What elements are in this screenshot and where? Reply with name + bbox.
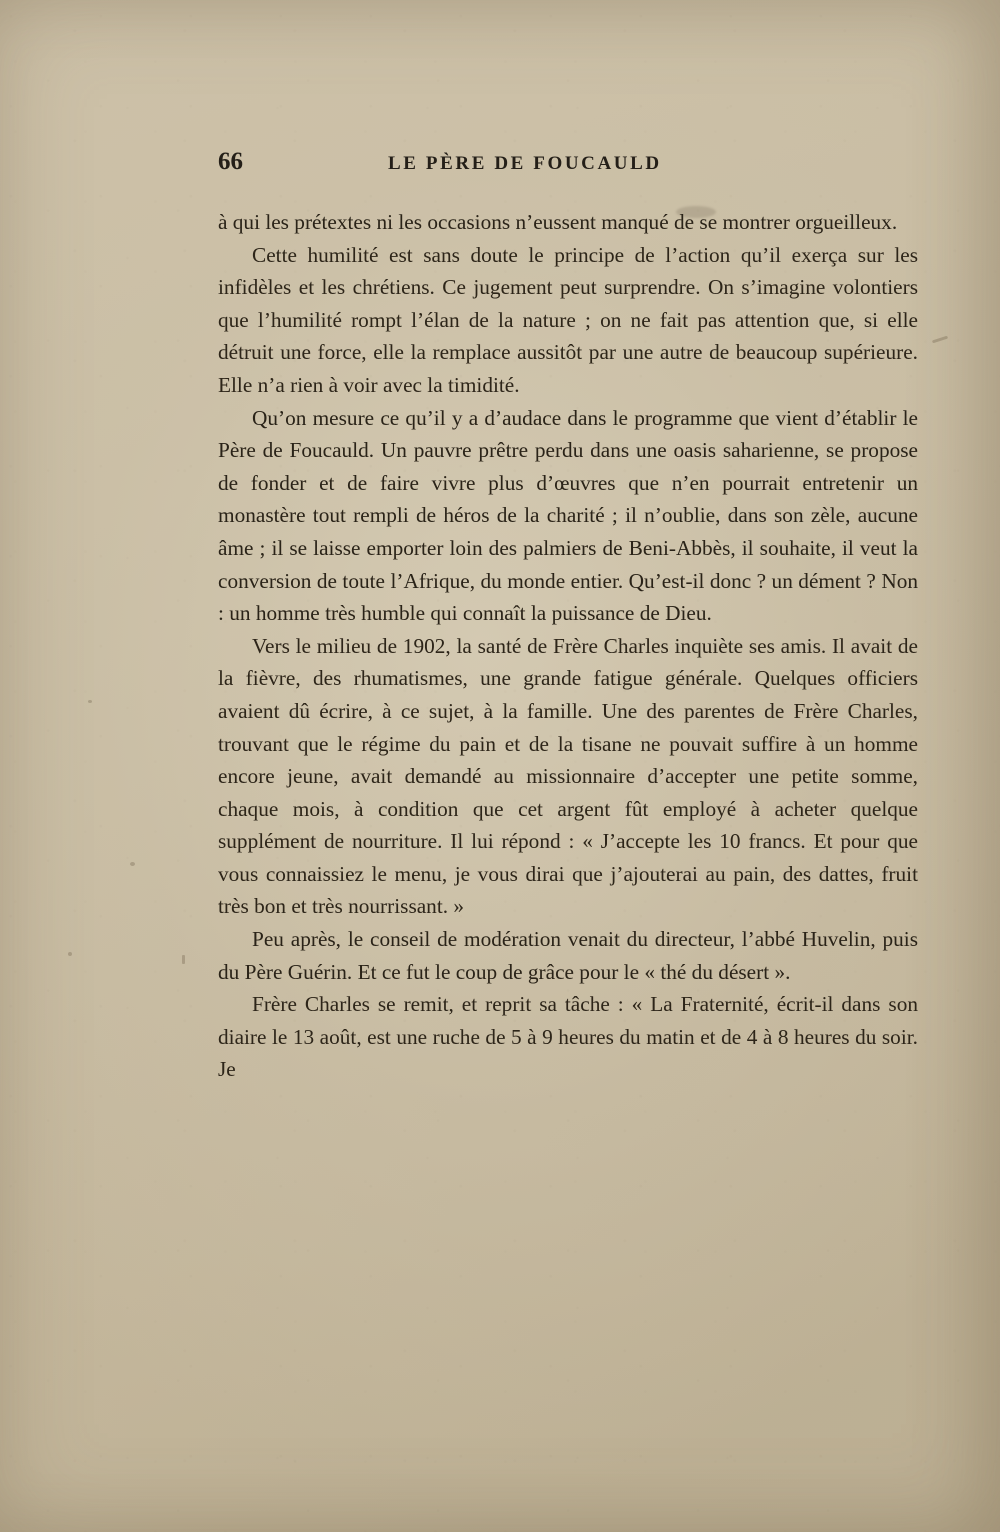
page-header	[218, 148, 918, 176]
running-head: LE PÈRE DE FOUCAULD	[388, 153, 662, 174]
paper-speck	[88, 700, 92, 703]
paragraph-audace: Qu’on mesure ce qu’il y a d’audace dans le programme que vient d’établir le Père de Foucauld. Un pauvre prêtre perdu dans une oasis saharienne, se propose de fonder et de faire vivre plus d’œuvres que n’en pourrait entretenir un monastère tout rempli de héros de la charité ; il n’oublie, dans son zèle, aucune âme ; il se laisse emporter loin des palmiers de Beni-Abbès, il souhaite, il veut la conversion de toute l’Afrique, du monde entier. Qu’est-il donc ? un dément ? Non : un homme très humble qui connaît la puissance de Dieu.	[218, 405, 918, 626]
paragraph-continued: à qui les prétextes ni les occasions n’eussent manqué de se montrer orgueilleux.	[218, 210, 898, 234]
paragraph-moderation: Peu après, le conseil de modération venait du directeur, l’abbé Huvelin, puis du Père Guérin. Et ce fut le coup de grâce pour le « thé du désert ».	[218, 927, 918, 984]
paragraph-humilite: Cette humilité est sans doute le principe de l’action qu’il exerça sur les infidèles et les chrétiens. Ce jugement peut surprendre. On s’imagine volontiers que l’humilité rompt l’élan de la nature ; on ne fait pas attention que, si elle détruit une force, elle la remplace aussitôt par une autre de beaucoup supérieure. Elle n’a rien à voir avec la timidité.	[218, 242, 918, 397]
paper-speck	[68, 952, 72, 956]
page-text-block	[218, 148, 918, 1086]
paragraph-fraternite: Frère Charles se remit, et reprit sa tâche : « La Fraternité, écrit-il dans son diaire le 13 août, est une ruche de 5 à 9 heures du matin et de 4 à 8 heures du soir. Je	[218, 992, 918, 1082]
body-text	[218, 206, 918, 1086]
paper-speck	[932, 336, 948, 344]
paper-speck	[182, 955, 185, 964]
page-number: 66	[218, 148, 243, 175]
paper-speck	[130, 862, 135, 866]
paragraph-sante: Vers le milieu de 1902, la santé de Frère Charles inquiète ses amis. Il avait de la fièvre, des rhumatismes, une grande fatigue générale. Quelques officiers avaient dû écrire, à ce sujet, à la famille. Une des parentes de Frère Charles, trouvant que le régime du pain et de la tisane ne pouvait suffire à un homme encore jeune, avait demandé au missionnaire d’accepter une petite somme, chaque mois, à condition que cet argent fût employé à acheter quelque supplément de nourriture. Il lui répond : « J’accepte les 10 francs. Et pour que vous connaissiez le menu, je vous dirai que j’ajouterai au pain, des dattes, fruit très bon et très nourrissant. »	[218, 633, 918, 919]
